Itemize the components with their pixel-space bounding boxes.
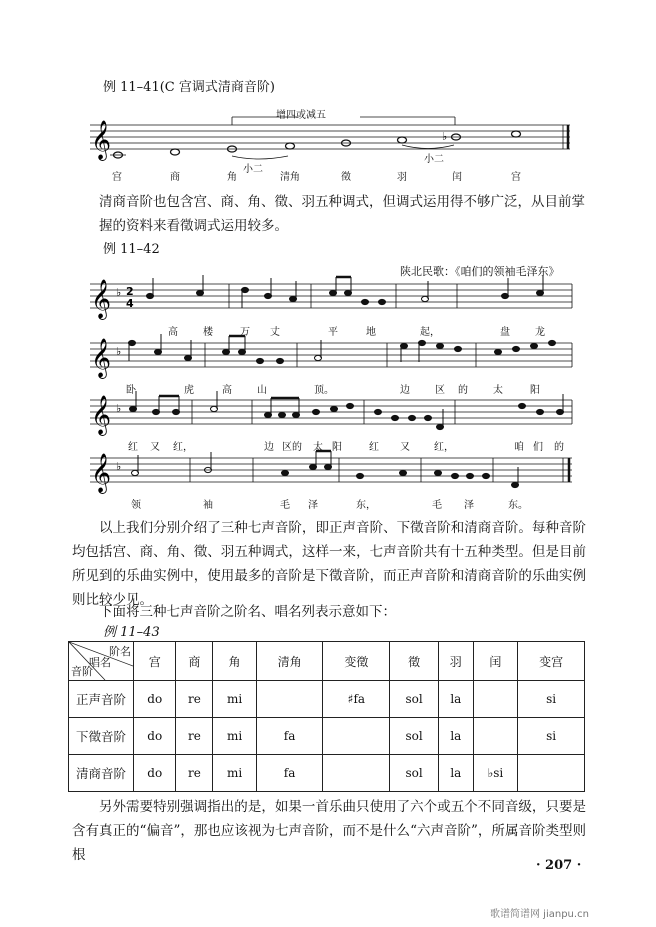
table-cell: si bbox=[518, 681, 585, 718]
corner-solfege: 唱名 bbox=[89, 656, 111, 669]
table-cell: sol bbox=[390, 681, 439, 718]
lyric: 又 bbox=[400, 442, 410, 453]
syllable: 角 bbox=[227, 172, 237, 183]
table-cell bbox=[323, 718, 390, 755]
flat-icon: ♭ bbox=[116, 345, 122, 358]
lyric: 卧 bbox=[126, 385, 136, 396]
treble-clef-icon: 𝄞 bbox=[91, 279, 112, 319]
treble-clef-icon: 𝄞 bbox=[91, 395, 112, 435]
lyric: 区的 bbox=[282, 442, 302, 453]
lyric: 万 bbox=[240, 327, 250, 338]
column-header: 羽 bbox=[438, 642, 473, 681]
lyric: 太 bbox=[313, 442, 323, 453]
column-header: 角 bbox=[213, 642, 256, 681]
flat-icon: ♭ bbox=[116, 460, 122, 473]
time-sig-top: 2 bbox=[126, 285, 134, 298]
lyric: 丈 bbox=[270, 327, 280, 338]
row-header: 清商音阶 bbox=[69, 755, 134, 792]
lyric: 山 bbox=[257, 385, 267, 396]
table-cell: fa bbox=[256, 718, 323, 755]
example-41-title: 例 11–41(C 宫调式清商音阶) bbox=[103, 80, 275, 95]
table-cell bbox=[473, 718, 517, 755]
table-cell bbox=[256, 681, 323, 718]
lyric: 泽 bbox=[464, 500, 474, 511]
lyric: 龙 bbox=[535, 327, 545, 338]
corner-scale-name: 阶名 bbox=[109, 645, 131, 658]
lyric: 袖 bbox=[203, 500, 213, 511]
lyric: 楼 bbox=[203, 327, 213, 338]
table-cell: la bbox=[438, 681, 473, 718]
table-cell: ♭si bbox=[473, 755, 517, 792]
table-cell: re bbox=[176, 718, 213, 755]
paragraph-1: 清商音阶也包含宫、商、角、徵、羽五种调式，但调式运用得不够广泛，从目前掌握的资料来看徵调式运用较多。 bbox=[99, 194, 585, 234]
lyric: 东。 bbox=[508, 500, 528, 511]
annotation-minor2-right: 小二 bbox=[424, 154, 444, 165]
table-cell: do bbox=[134, 755, 176, 792]
annotation-minor2-left: 小二 bbox=[243, 164, 263, 175]
lyric: 起， bbox=[420, 327, 440, 338]
lyric: 边 bbox=[264, 442, 274, 453]
lyric: 高 bbox=[168, 327, 178, 338]
treble-clef-icon: 𝄞 bbox=[91, 338, 112, 378]
watermark: 歌谱简谱网 jianpu.cn bbox=[490, 909, 589, 920]
lyric: 红 bbox=[128, 442, 138, 453]
row-header: 下徵音阶 bbox=[69, 718, 134, 755]
table-cell bbox=[518, 755, 585, 792]
flat-icon: ♭ bbox=[116, 286, 122, 299]
syllable: 羽 bbox=[397, 172, 407, 183]
table-cell: mi bbox=[213, 681, 256, 718]
row-header: 正声音阶 bbox=[69, 681, 134, 718]
column-header: 闰 bbox=[473, 642, 517, 681]
table-cell: ♯fa bbox=[323, 681, 390, 718]
lyric: 毛 bbox=[280, 500, 290, 511]
table-cell: do bbox=[134, 718, 176, 755]
table-cell: fa bbox=[256, 755, 323, 792]
lyric: 东， bbox=[356, 500, 376, 511]
treble-clef-icon: 𝄞 bbox=[91, 120, 112, 160]
lyric: 咱 bbox=[514, 442, 524, 453]
lyric: 红 bbox=[369, 442, 379, 453]
paragraph-4: 另外需要特别强调指出的是，如果一首乐曲只使用了六个或五个不同音级，只要是含有真正的“偏音”，那也应该视为七声音阶，而不是什么“六声音阶”，所属音阶类型则根 bbox=[72, 799, 586, 863]
scale-table bbox=[68, 641, 585, 792]
table-row bbox=[69, 681, 585, 718]
flat-icon: ♭ bbox=[116, 402, 122, 415]
page-number: · 207 · bbox=[536, 858, 582, 873]
annotation-aug4: 增四或减五 bbox=[276, 110, 326, 121]
syllable: 商 bbox=[170, 172, 180, 183]
table-row bbox=[69, 718, 585, 755]
lyric: 毛 bbox=[432, 500, 442, 511]
example-42-title: 例 11–42 bbox=[103, 242, 160, 257]
table-cell: re bbox=[176, 755, 213, 792]
column-header: 清角 bbox=[256, 642, 323, 681]
table-cell bbox=[323, 755, 390, 792]
syllable: 清角 bbox=[280, 172, 300, 183]
treble-clef-icon: 𝄞 bbox=[91, 453, 112, 493]
syllable: 宫 bbox=[112, 172, 122, 183]
song-source: 陕北民歌：《咱们的领袖毛泽东》 bbox=[400, 265, 560, 278]
syllable: 宫 bbox=[511, 172, 521, 183]
flat-icon: ♭ bbox=[442, 130, 448, 143]
paragraph-3: 下面将三种七声音阶之阶名、唱名列表示意如下： bbox=[99, 604, 396, 620]
corner-scale: 音阶 bbox=[71, 665, 93, 678]
table-cell: mi bbox=[213, 718, 256, 755]
lyric: 的 bbox=[458, 385, 468, 396]
lyric: 又 bbox=[150, 442, 160, 453]
lyric: 边 bbox=[400, 385, 410, 396]
syllable: 徵 bbox=[341, 172, 351, 183]
lyric: 们 bbox=[533, 442, 543, 453]
lyric: 盘 bbox=[500, 327, 510, 338]
table-header-row bbox=[69, 642, 585, 681]
column-header: 变宫 bbox=[518, 642, 585, 681]
time-sig-bottom: 4 bbox=[126, 297, 134, 310]
table-row bbox=[69, 755, 585, 792]
lyric: 阳 bbox=[332, 442, 342, 453]
table-cell: la bbox=[438, 718, 473, 755]
example-43-title: 例 11–43 bbox=[103, 625, 160, 640]
lyric: 领 bbox=[131, 500, 141, 511]
table-cell: re bbox=[176, 681, 213, 718]
table-cell: sol bbox=[390, 755, 439, 792]
paragraph-2: 以上我们分别介绍了三种七声音阶，即正声音阶、下徵音阶和清商音阶。每种音阶均包括宫、商、角、徵、羽五种调式，这样一来，七声音阶共有十五种类型。但是目前所见到的乐曲实例中，使用最多的音阶是下徵音阶，而正声音阶和清商音阶的乐曲实例则比较少见。 bbox=[72, 520, 586, 608]
lyric: 太 bbox=[493, 385, 503, 396]
lyric: 平 bbox=[328, 327, 338, 338]
table-cell: si bbox=[518, 718, 585, 755]
lyric: 虎 bbox=[184, 385, 194, 396]
syllable: 闰 bbox=[452, 172, 462, 183]
table-cell: la bbox=[438, 755, 473, 792]
lyric: 区 bbox=[435, 385, 445, 396]
lyric: 的 bbox=[554, 442, 564, 453]
table-cell: do bbox=[134, 681, 176, 718]
column-header: 商 bbox=[176, 642, 213, 681]
table-corner-cell bbox=[69, 642, 134, 681]
lyric: 红， bbox=[434, 442, 454, 453]
column-header: 徵 bbox=[390, 642, 439, 681]
lyric: 泽 bbox=[308, 500, 318, 511]
lyric: 顶。 bbox=[314, 385, 334, 396]
lyric: 阳 bbox=[530, 385, 540, 396]
table-cell bbox=[473, 681, 517, 718]
lyric: 高 bbox=[222, 385, 232, 396]
table-cell: mi bbox=[213, 755, 256, 792]
table-cell: sol bbox=[390, 718, 439, 755]
column-header: 变徵 bbox=[323, 642, 390, 681]
column-header: 宫 bbox=[134, 642, 176, 681]
lyric: 红， bbox=[173, 442, 193, 453]
lyric: 地 bbox=[366, 327, 376, 338]
